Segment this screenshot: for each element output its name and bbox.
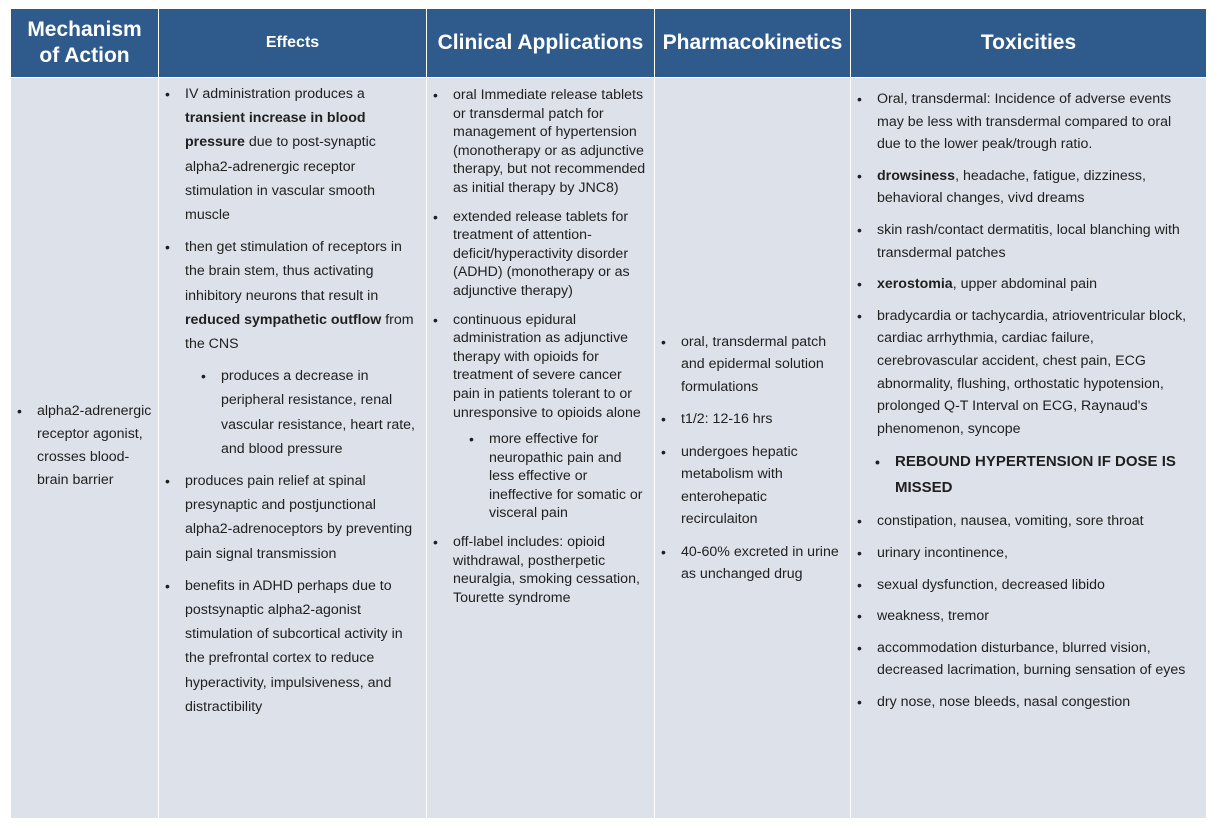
pk-item-1: • oral, transdermal patch and epidermal solution formulations (655, 331, 844, 399)
clinical-subitem: • more effective for neuropathic pain and less effective or ineffective for somatic or visceral pain (463, 430, 648, 523)
tox-item-4-text: , upper abdominal pain (952, 276, 1098, 293)
header-effects: Effects (159, 9, 427, 78)
body-row (11, 78, 1207, 819)
effects-item-1-text-end: due to post-synaptic alpha2-adrenergic receptor stimulation in vascular smooth muscle (185, 134, 376, 224)
effects-item-2-text-end: from the CNS (185, 311, 414, 353)
header-mechanism: Mechanism of Action (11, 9, 159, 78)
clinical-item-2: • extended release tablets for treatment of attention-deficit/hyperactivity disorder (ADHD) (monotherapy or as adjunctive therapy) (427, 208, 648, 301)
clinical-sublist (463, 430, 648, 523)
tox-item-2 (851, 165, 1198, 210)
tox-item-7: • constipation, nausea, vomiting, sore throat (851, 510, 1198, 533)
clinical-item-3 (427, 311, 648, 524)
effects-item-4: • benefits in ADHD perhaps due to postsynaptic alpha2-agonist stimulation of subcortical activity in the prefrontal cortex to reduce hyperactivity, impulsiveness, and distractibility (159, 574, 418, 719)
header-toxicities: Toxicities (851, 9, 1207, 78)
tox-item-8: • urinary incontinence, (851, 542, 1198, 565)
effects-sublist (195, 364, 418, 461)
effects-item-2-text: then get stimulation of receptors in the brain stem, thus activating inhibitory neurons that result in (185, 239, 402, 304)
clinical-item-3-text: continuous epidural administration as adjunctive therapy with opioids for treatment of severe cancer pain in patients tolerant to or unresponsive to opioids alone (453, 311, 641, 421)
pharmacokinetics-cell (655, 78, 851, 819)
tox-item-5: • bradycardia or tachycardia, atrioventricular block, cardiac arrhythmia, cardiac failure, cerebrovascular accident, chest pain, ECG abnormality, flushing, orthostatic hypotension, prolonged Q-T Interval on ECG, Raynaud's phenomenon, syncope (851, 305, 1198, 441)
effects-item-2 (159, 235, 418, 461)
effects-item-3: • produces pain relief at spinal presynaptic and postjunctional alpha2-adrenoceptors by preventing pain signal transmission (159, 469, 418, 566)
clinical-cell (427, 78, 655, 819)
pk-item-2: • t1/2: 12-16 hrs (655, 408, 844, 431)
tox-item-2-text: , headache, fatigue, dizziness, behavioral changes, vivd dreams (877, 167, 1146, 207)
header-clinical: Clinical Applications (427, 9, 655, 78)
tox-item-12: • dry nose, nose bleeds, nasal congestion (851, 691, 1198, 714)
effects-item-1-text: IV administration produces a (185, 86, 365, 102)
tox-item-10: • weakness, tremor (851, 605, 1198, 628)
effects-item-1-bold: transient increase in blood pressure (185, 110, 366, 151)
mechanism-cell (11, 78, 159, 819)
effects-subitem: • produces a decrease in peripheral resistance, renal vascular resistance, heart rate, and blood pressure (195, 364, 418, 461)
pk-item-3: • undergoes hepatic metabolism with enterohepatic recirculaiton (655, 441, 844, 531)
tox-item-3: • skin rash/contact dermatitis, local blanching with transdermal patches (851, 219, 1198, 264)
tox-item-1: • Oral, transdermal: Incidence of adverse events may be less with transdermal compared to oral due to the lower peak/trough ratio. (851, 88, 1198, 156)
mechanism-item: • alpha2-adrenergic receptor agonist, crosses blood-brain barrier (11, 400, 154, 492)
tox-item-2-bold: drowsiness (877, 167, 956, 184)
pk-item-4: • 40-60% excreted in urine as unchanged drug (655, 541, 844, 586)
tox-item-4 (851, 273, 1198, 296)
tox-item-11: • accommodation disturbance, blurred vision, decreased lacrimation, burning sensation of eyes (851, 637, 1198, 682)
clonidine-table (10, 8, 1207, 819)
tox-item-rebound: • REBOUND HYPERTENSION IF DOSE IS MISSED (869, 449, 1198, 501)
header-pharmacokinetics: Pharmacokinetics (655, 9, 851, 78)
toxicities-cell (851, 78, 1207, 819)
effects-item-1 (159, 82, 418, 227)
clinical-item-1: • oral Immediate release tablets or transdermal patch for management of hypertension (monotherapy or as adjunctive therapy, but not recommended as initial therapy by JNC8) (427, 86, 648, 198)
clinical-item-4: • off-label includes: opioid withdrawal, postherpetic neuralgia, smoking cessation, Tourette syndrome (427, 533, 648, 607)
tox-item-9: • sexual dysfunction, decreased libido (851, 574, 1198, 597)
header-row (11, 9, 1207, 78)
tox-item-4-bold: xerostomia (877, 276, 953, 293)
effects-cell (159, 78, 427, 819)
effects-item-2-bold: reduced sympathetic outflow (185, 311, 382, 328)
